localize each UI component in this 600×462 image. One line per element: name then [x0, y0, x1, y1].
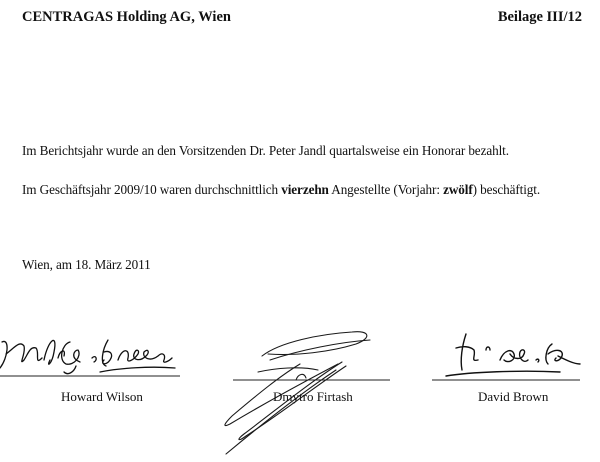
- signature-area: [0, 320, 600, 462]
- employees-text-1: Im Geschäftsjahr 2009/10 waren durchschnittlich: [22, 182, 282, 197]
- employees-paragraph: [22, 182, 540, 198]
- signature-3-scribble: [446, 334, 580, 376]
- employees-count-current: vierzehn: [281, 182, 329, 197]
- signatory-name-1: Howard Wilson: [61, 389, 143, 404]
- signatory-name-3: David Brown: [478, 389, 549, 404]
- employees-text-2: Angestellte (Vorjahr:: [328, 182, 444, 197]
- employees-count-prior: zwölf: [443, 182, 473, 197]
- honorarium-paragraph: Im Berichtsjahr wurde an den Vorsitzenden Dr. Peter Jandl quartalsweise ein Honorar bezahlt.: [22, 143, 509, 158]
- attachment-label: Beilage III/12: [497, 9, 582, 25]
- employees-text-3: ) beschäftigt.: [472, 182, 541, 197]
- place-and-date: Wien, am 18. März 2011: [22, 257, 151, 272]
- signatory-name-2: Dmytro Firtash: [273, 389, 353, 404]
- company-header: CENTRAGAS Holding AG, Wien: [22, 9, 231, 25]
- signature-1-scribble: [0, 340, 175, 374]
